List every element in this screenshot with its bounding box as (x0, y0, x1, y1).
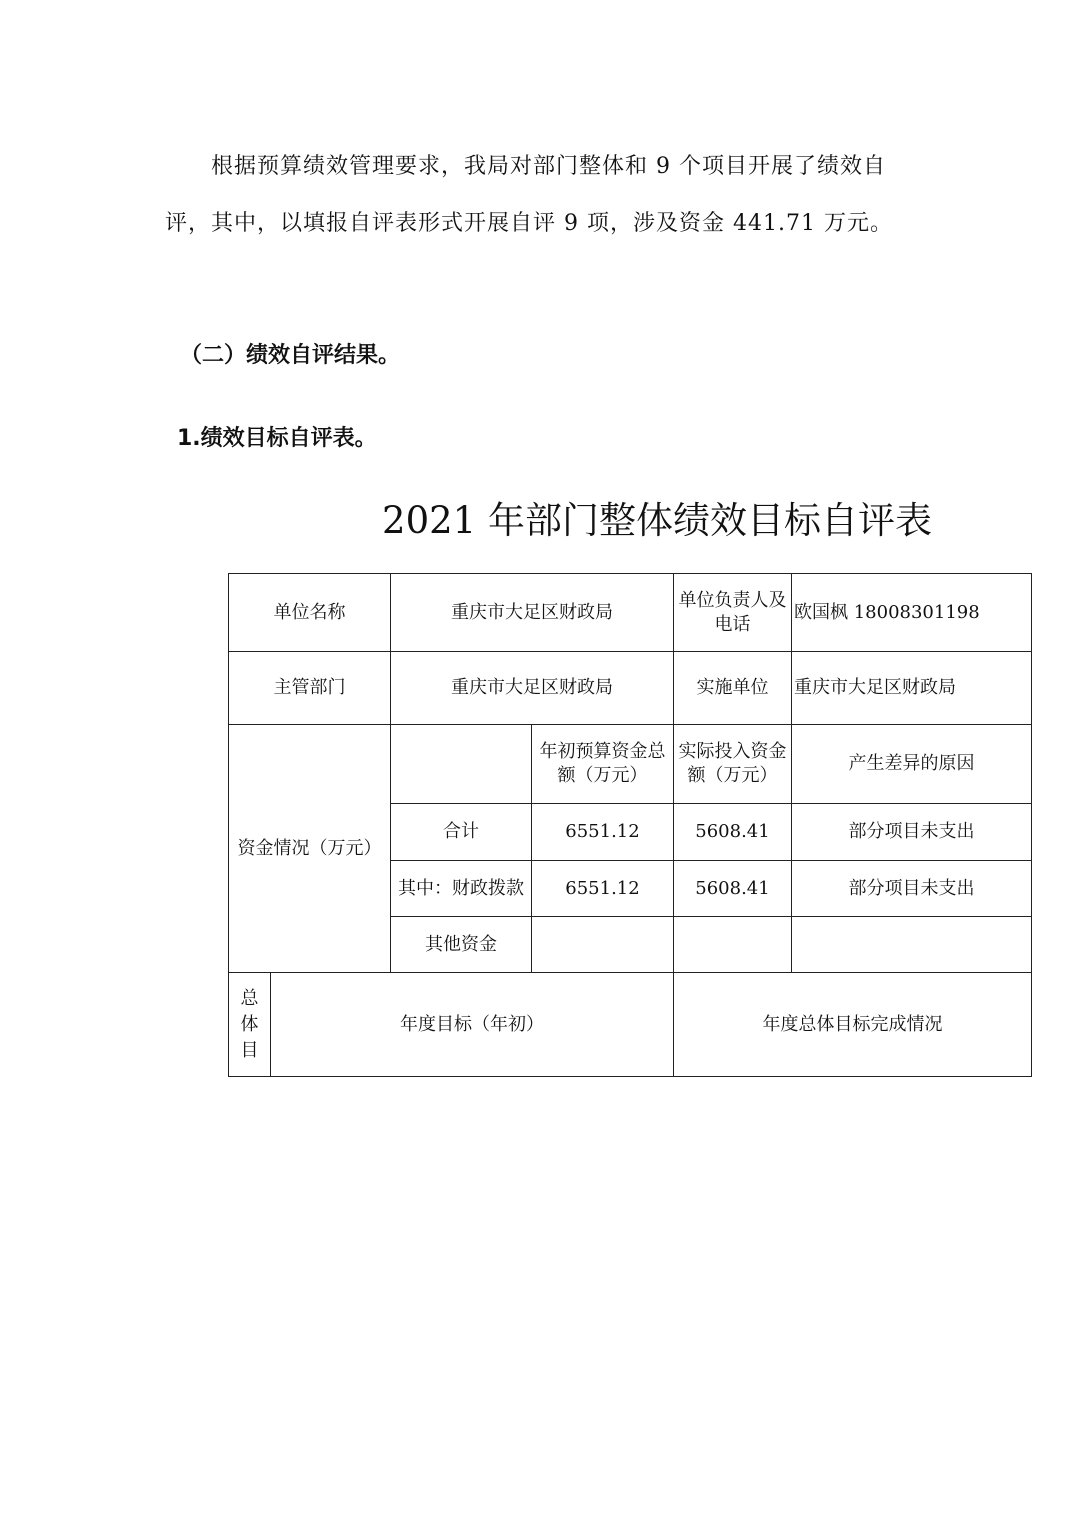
table-row (229, 973, 1032, 1077)
funds-label: 资金情况（万元） (229, 725, 391, 973)
funds-header-blank (391, 725, 532, 804)
row-reason (792, 917, 1032, 973)
unit-head-label: 单位负责人及电话 (674, 574, 792, 652)
intro-paragraph (165, 138, 905, 252)
row-label: 其他资金 (391, 917, 532, 973)
dept-label: 主管部门 (229, 652, 391, 725)
unit-head-value: 欧国枫 18008301198 (792, 574, 1032, 652)
row-label: 合计 (391, 804, 532, 861)
table-row (229, 725, 1032, 804)
row-budget: 6551.12 (532, 804, 674, 861)
row-budget: 6551.12 (532, 861, 674, 917)
evaluation-table (228, 573, 1032, 1077)
row-label: 其中：财政拨款 (391, 861, 532, 917)
table-row (229, 652, 1032, 725)
overall-label: 总体目 (240, 987, 259, 1061)
col-actual-header: 实际投入资金额（万元） (674, 725, 792, 804)
unit-name-label: 单位名称 (229, 574, 391, 652)
impl-label: 实施单位 (674, 652, 792, 725)
row-budget (532, 917, 674, 973)
row-actual: 5608.41 (674, 861, 792, 917)
subsection-heading: 1.绩效目标自评表。 (177, 426, 377, 451)
annual-goal-header: 年度目标（年初） (271, 973, 674, 1077)
unit-name-value: 重庆市大足区财政局 (391, 574, 674, 652)
section-heading: （二）绩效自评结果。 (180, 343, 401, 368)
col-reason-header: 产生差异的原因 (792, 725, 1032, 804)
row-reason: 部分项目未支出 (792, 804, 1032, 861)
dept-value: 重庆市大足区财政局 (391, 652, 674, 725)
impl-value: 重庆市大足区财政局 (792, 652, 1032, 725)
row-actual: 5608.41 (674, 804, 792, 861)
table-title: 2021 年部门整体绩效目标自评表 (382, 499, 932, 542)
annual-completion-header: 年度总体目标完成情况 (674, 973, 1032, 1077)
overall-label-cell (229, 973, 271, 1077)
table-row (229, 574, 1032, 652)
row-actual (674, 917, 792, 973)
intro-paragraph-text: 根据预算绩效管理要求，我局对部门整体和 9 个项目开展了绩效自评，其中，以填报自评表形式开展自评 9 项，涉及资金 441.71 万元。 (165, 154, 893, 236)
row-reason: 部分项目未支出 (792, 861, 1032, 917)
col-budget-header: 年初预算资金总额（万元） (532, 725, 674, 804)
